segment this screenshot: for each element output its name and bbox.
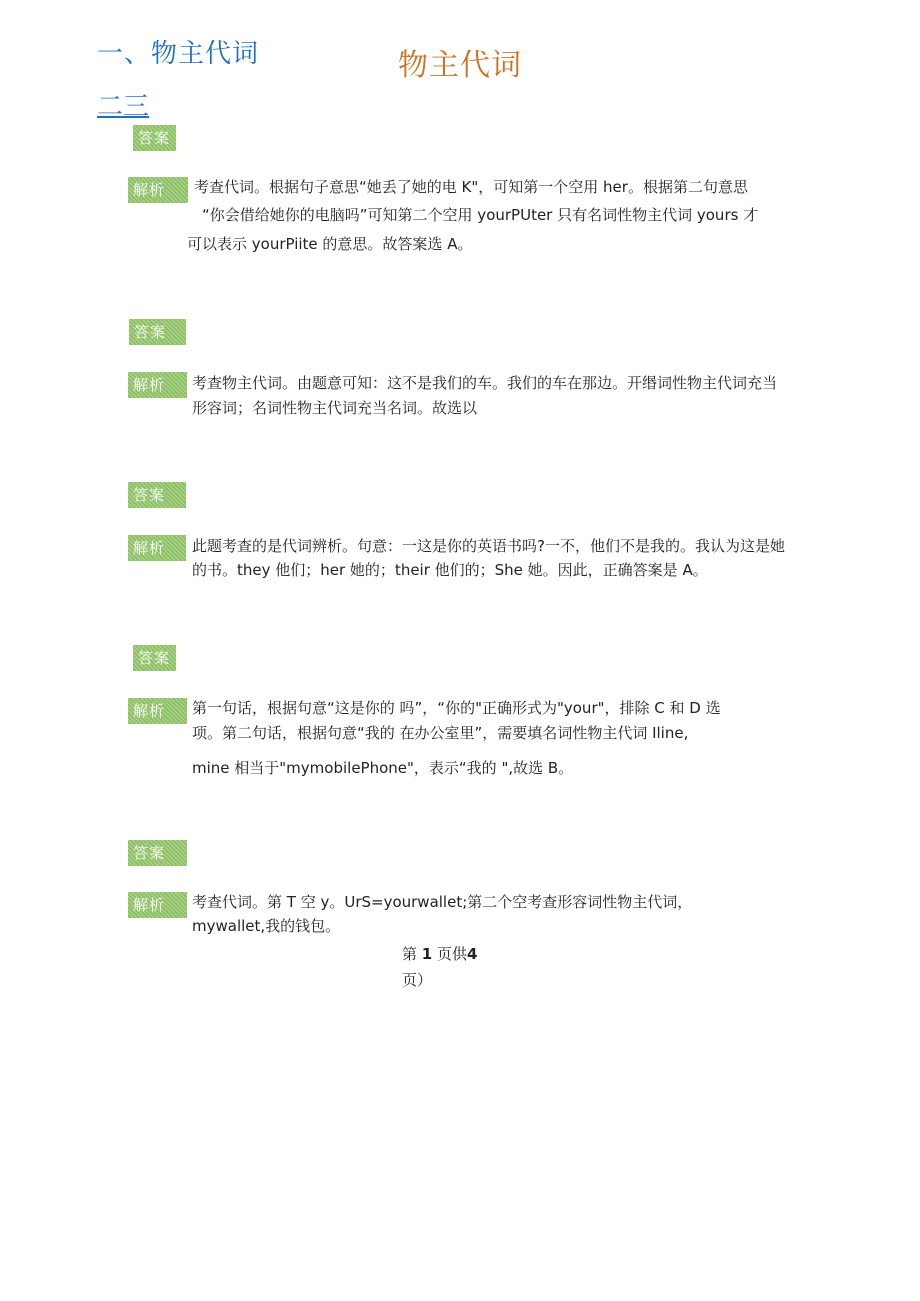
analysis-line: mine 相当于"mymobilePhone"，表示“我的 ",故选 B。	[192, 759, 574, 777]
analysis-line: “你会借给她你的电脑吗”可知第二个空用 yourPUter 只有名词性物主代词 yours 才	[202, 206, 759, 224]
blue-subheading: 二三	[97, 92, 150, 122]
analysis-line: 项。第二句话，根据句意“我的 在办公室里”，需要填名词性物主代词 Iline,	[192, 724, 689, 742]
analysis-line: 的书。they 他们；her 她的；their 他们的；She 她。因此，正确答案是 A。	[192, 561, 708, 579]
analysis-line: 考查代词。根据句子意思“她丢了她的电 K"，可知第一个空用 her。根据第二句意思	[194, 178, 748, 196]
answer-label: 答案	[129, 319, 186, 345]
page-number-prefix: 第	[402, 945, 418, 963]
analysis-line: 考查代词。第 T 空 y。UrS=yourwallet;第二个空考查形容词性物主代词，	[192, 893, 693, 911]
answer-label: 答案	[128, 482, 186, 508]
answer-label: 答案	[133, 125, 176, 151]
analysis-line: 此题考查的是代词辨析。句意：一这是你的英语书吗?一不，他们不是我的。我认为这是她	[192, 537, 785, 555]
analysis-line: mywallet,我的钱包。	[192, 917, 341, 935]
page-number-total: 4	[467, 945, 478, 963]
section-heading: 一、物主代词	[97, 39, 260, 69]
analysis-label: 解析	[128, 698, 187, 724]
analysis-label: 解析	[128, 535, 186, 561]
page-number-current: 1	[421, 945, 433, 963]
analysis-label: 解析	[128, 892, 187, 918]
analysis-label: 解析	[128, 372, 187, 398]
answer-label: 答案	[128, 840, 187, 866]
page-number-suffix: 页）	[402, 971, 433, 989]
page-number-middle: 页供	[437, 945, 468, 963]
analysis-line: 可以表示 yourPiite 的意思。故答案选 A。	[187, 235, 473, 253]
page-number	[402, 943, 477, 964]
analysis-label: 解析	[128, 177, 188, 203]
analysis-line: 考查物主代词。由题意可知：这不是我们的车。我们的车在那边。开缗词性物主代词充当	[192, 374, 778, 392]
answer-label: 答案	[133, 645, 176, 671]
analysis-line: 第一句话，根据句意“这是你的 吗”，“你的"正确形式为"your"，排除 C 和 D 选	[192, 699, 721, 717]
document-title: 物主代词	[398, 48, 522, 83]
analysis-line: 形容词；名词性物主代词充当名词。故选以	[192, 399, 478, 417]
